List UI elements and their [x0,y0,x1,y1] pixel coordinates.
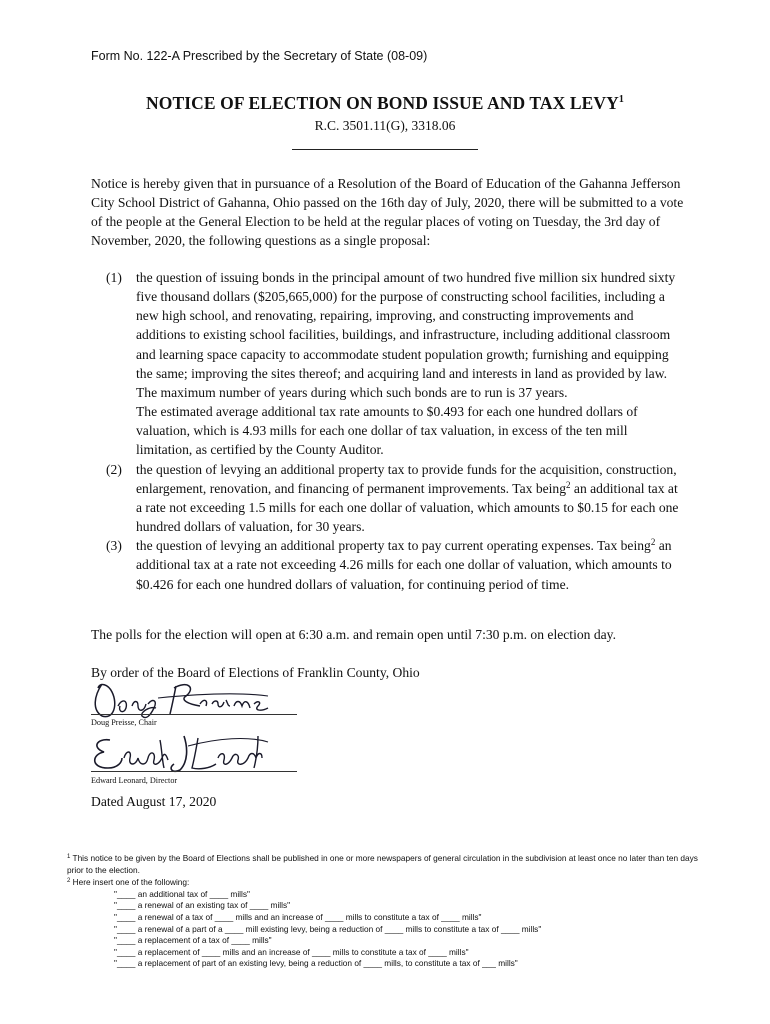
proposition-text-before: the question of levying an additional property tax to pay current operating expenses. Tax being [136,538,651,554]
proposition-number: (3) [106,538,122,554]
footnotes [67,852,707,970]
order-paragraph: By order of the Board of Elections of Franklin County, Ohio [91,665,420,680]
page-title [0,93,770,114]
proposition-number: (1) [106,270,122,285]
proposition-text-before: the question of levying an additional property tax to provide funds for the acquisition, construction, enlargement, renovation, and financing of permanent improvements. Tax being [136,461,677,496]
proposition-text-after: an additional tax at a rate not exceeding 4.26 mills for each one dollar of valuation, which amounts to $0.426 for each one hundred dollars of valuation, for continuing period of time. [136,538,672,592]
form-number: Form No. 122-A Prescribed by the Secretary of State (08-09) [91,49,428,63]
proposition-text [136,460,683,537]
footnote-2-text: Here insert one of the following: [70,877,190,888]
proposition-list [91,268,683,594]
title-divider [292,149,478,150]
footnote-option: "____ a renewal of a tax of ____ mills and an increase of ____ mills to constitute a tax of ____ mills" [114,911,482,922]
footnote-1-ref: 1 [67,854,71,860]
footnote-2-ref: 2 [67,878,71,885]
proposition-item [91,460,683,537]
footnote-1-text: This notice to be given by the Board of Elections shall be published in one or more newspapers of general circulation in the subdivision at least once no later than ten days prior to the election. [67,853,698,875]
proposition-max-years: The maximum number of years during which such bonds are to run is 37 years. [136,384,568,400]
footnote-option: "____ a renewal of an existing tax of ____ mills" [114,900,291,911]
footnote-ref: 2 [566,479,571,490]
chair-caption: Doug Preisse, Chair [91,718,157,727]
director-caption: Edward Leonard, Director [91,776,178,785]
footnote-option: "____ a replacement of part of an existing levy, being a reduction of ____ mills, to constitute a tax of ___ mills" [114,958,518,969]
intro-paragraph: Notice is hereby given that in pursuance of a Resolution of the Board of Education of the Gahanna Jefferson City School District of Gahanna, Ohio passed on the 16th day of July, 2020, there will be submitted to a vote of the people at the General Election to be held at the regular places of voting on Tuesday, the 3rd day of November, 2020, the following questions as a single proposal: [91,176,684,248]
proposition-text [136,536,683,593]
footnote-option: "____ a renewal of a part of a ____ mill existing levy, being a reduction of ____ mills to constitute a tax of ____ mills" [114,923,542,934]
chair-signature-line [91,714,297,715]
footnote-2-options [67,889,707,970]
footnote-option: "____ an additional tax of ____ mills" [114,888,250,899]
statute-reference: R.C. 3501.11(G), 3318.06 [314,118,456,133]
polls-paragraph: The polls for the election will open at 6:30 a.m. and remain open until 7:30 p.m. on election day. [91,627,616,642]
footnote-1 [67,852,707,876]
proposition-item [91,536,683,593]
footnote-option: "____ a replacement of a tax of ____ mills" [114,935,272,946]
proposition-number: (2) [106,461,122,477]
director-signature-image [88,728,278,776]
proposition-text-after: an additional tax at a rate not exceeding 1.5 mills for each one dollar of valuation, which amounts to $0.15 for each one hundred dollars of valuation, for 30 years. [136,480,679,535]
footnote-2 [67,876,707,889]
director-signature-line [91,771,297,772]
proposition-text: the question of issuing bonds in the principal amount of two hundred five million six hundred sixty five thousand dollars ($205,665,000) for the purpose of constructing school facilities, including a new high school, and renovating, repairing, improving, and constructing improvements and additions to existing school facilities, buildings, and infrastructure, including additional classroom and learning space capacity to accommodate student population growth; furnishing and equipping the same; improving the sites thereof; and acquiring land and interests in land as provided by law. [136,270,676,381]
footnote-option: "____ a replacement of ____ mills and an increase of ____ mills to constitute a tax of ____ mills" [114,946,469,957]
title-footnote-ref: 1 [618,94,624,105]
title-text: NOTICE OF ELECTION ON BOND ISSUE AND TAX LEVY [146,93,619,113]
proposition-estimated-rate: The estimated average additional tax rate amounts to $0.493 for each one hundred dollars of valuation, which is 4.93 mills for each one dollar of tax valuation, in excess of the ten mill limitation, as certified by the County Auditor. [136,404,638,458]
dated-line: Dated August 17, 2020 [91,794,217,809]
proposition-item [91,268,683,460]
footnote-ref: 2 [650,537,656,548]
